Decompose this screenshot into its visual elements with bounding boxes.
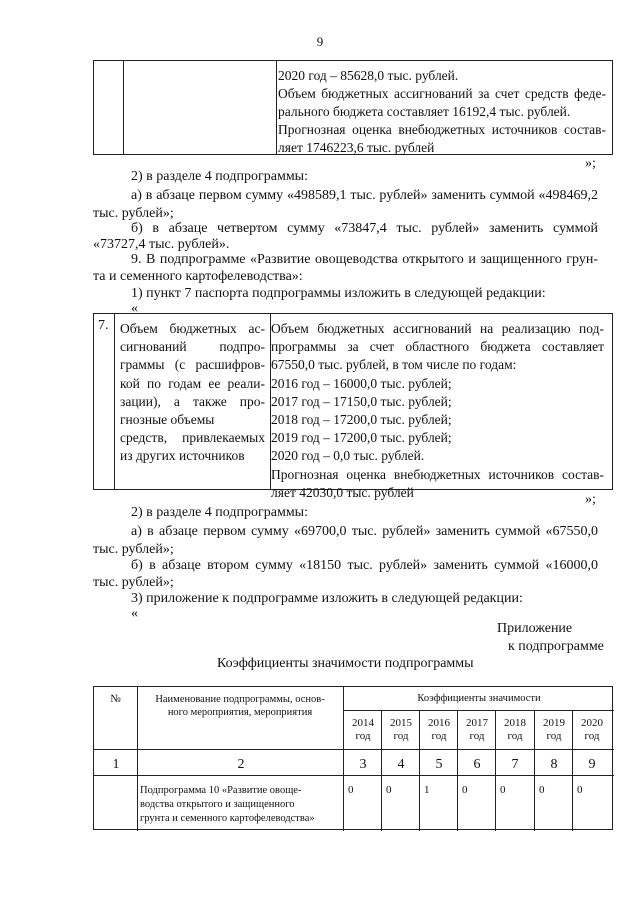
column-header-coefficients: Коэффициенты значимости xyxy=(417,693,541,704)
paragraph-line: 3) приложение к подпрограмме изложить в следующей редакции: xyxy=(131,591,523,606)
column-number: 3 xyxy=(359,757,367,772)
year-header xyxy=(382,717,420,743)
table-text-line: 2020 год – 85628,0 тыс. рублей. xyxy=(278,68,459,83)
table-cell-label xyxy=(115,314,271,489)
header-text-line: ного мероприятия, мероприятия xyxy=(167,707,313,718)
year-header xyxy=(573,717,611,743)
passport-table xyxy=(93,313,613,500)
paragraph-line: тыс. рублей»; xyxy=(93,206,174,221)
table-text-line: Объем бюджетных ассигнований за счет средств феде- xyxy=(278,86,606,101)
paragraph-heading: 2) в разделе 4 подпрограммы: xyxy=(131,505,308,520)
table-text-line: граммы (с расшифров- xyxy=(120,357,265,373)
table-text-line: кой по годам ее реали- xyxy=(120,375,265,391)
table-text-line: программы за счет областного бюджета составляет xyxy=(271,339,604,355)
column-number: 8 xyxy=(550,757,558,772)
table-text-line: Прогнозная оценка внебюджетных источников состав- xyxy=(271,466,604,482)
paragraph-line: а) в абзаце первом сумму «69700,0 тыс. рублей» заменить суммой «67550,0 xyxy=(131,524,598,539)
page-number: 9 xyxy=(316,34,324,49)
table-text-line: рального бюджета составляет 16192,4 тыс. рублей. xyxy=(278,104,571,119)
table-text-line: 2018 год – 17200,0 тыс. рублей; xyxy=(271,412,452,428)
year-value: 2018 xyxy=(504,717,526,729)
table-cell-empty xyxy=(94,61,124,154)
table-text-line: 2017 год – 17150,0 тыс. рублей; xyxy=(271,393,452,409)
budget-table-fragment xyxy=(93,60,613,155)
paragraph-line: 1) пункт 7 паспорта подпрограммы изложить в следующей редакции: xyxy=(131,286,546,301)
coefficient-value: 0 xyxy=(500,784,506,796)
column-number: 4 xyxy=(397,757,405,772)
table-text-line: зации), а также про- xyxy=(120,393,265,409)
row-name xyxy=(140,784,345,826)
year-value: 2017 xyxy=(466,717,488,729)
column-number: 5 xyxy=(435,757,443,772)
year-header xyxy=(496,717,534,743)
paragraph-line: «73727,4 тыс. рублей». xyxy=(93,237,230,252)
year-word: год xyxy=(507,730,523,742)
year-value: 2020 xyxy=(581,717,603,729)
open-quote: « xyxy=(131,301,138,316)
year-header xyxy=(458,717,496,743)
row-name-line: водства открытого и защищенного xyxy=(140,799,295,810)
year-word: год xyxy=(355,730,371,742)
table-cell-text xyxy=(278,67,606,157)
paragraph-line: та и семенного картофелеводства»: xyxy=(93,269,303,284)
year-header xyxy=(344,717,382,743)
year-word: год xyxy=(469,730,485,742)
table-text-line: ляет 1746223,6 тыс. рублей xyxy=(278,140,435,155)
table-text-line: гнозные объемы xyxy=(120,412,215,428)
table-title: Коэффициенты значимости подпрограммы xyxy=(217,656,474,671)
year-word: год xyxy=(431,730,447,742)
open-quote: « xyxy=(131,606,138,621)
table-text-line: ляет 42030,0 тыс. рублей xyxy=(271,484,414,500)
header-text-line: Наименование подпрограммы, основ- xyxy=(155,694,325,705)
column-number: 6 xyxy=(473,757,481,772)
coefficient-value: 0 xyxy=(348,784,354,796)
year-word: год xyxy=(546,730,562,742)
table-cell-number: 7. xyxy=(94,314,115,489)
paragraph-line: б) в абзаце втором сумму «18150 тыс. рублей» заменить суммой «16000,0 xyxy=(131,558,598,573)
table-text-line: сигнований подпро- xyxy=(120,339,265,355)
table-text-line: Прогнозная оценка внебюджетных источников состав- xyxy=(278,122,606,137)
table-text-line: средств, привлекаемых xyxy=(120,430,265,446)
column-number: 2 xyxy=(237,757,245,772)
coefficient-value: 0 xyxy=(386,784,392,796)
coefficient-value: 1 xyxy=(424,784,430,796)
row-name-line: Подпрограмма 10 «Развитие овоще- xyxy=(140,785,302,796)
column-header-name xyxy=(140,693,340,719)
row-name-line: грунта и семенного картофелеводства» xyxy=(140,813,315,824)
paragraph-line: тыс. рублей»; xyxy=(93,575,174,590)
paragraph-line: 9. В подпрограмме «Развитие овощеводства открытого и защищенного грун- xyxy=(131,252,598,267)
table-text-line: 2019 год – 17200,0 тыс. рублей; xyxy=(271,430,452,446)
year-value: 2015 xyxy=(390,717,412,729)
coefficient-value: 0 xyxy=(577,784,583,796)
close-quote: »; xyxy=(585,156,596,171)
year-value: 2019 xyxy=(543,717,565,729)
paragraph-heading: 2) в разделе 4 подпрограммы: xyxy=(131,169,308,184)
paragraph-line: тыс. рублей»; xyxy=(93,542,174,557)
table-text-line: из других источников xyxy=(120,448,245,464)
year-word: год xyxy=(393,730,409,742)
table-text-line: Объем бюджетных ассигнований на реализацию под- xyxy=(271,321,604,336)
coefficient-value: 0 xyxy=(462,784,468,796)
close-quote: »; xyxy=(585,492,596,507)
column-number: 1 xyxy=(112,757,120,772)
paragraph-line: б) в абзаце четвертом сумму «73847,4 тыс. рублей» заменить суммой xyxy=(131,221,598,236)
column-header-number: № xyxy=(110,693,121,705)
appendix-label: к подпрограмме xyxy=(508,639,604,654)
year-word: год xyxy=(584,730,600,742)
paragraph-line: а) в абзаце первом сумму «498589,1 тыс. рублей» заменить суммой «498469,2 xyxy=(131,188,598,203)
table-cell-text xyxy=(271,320,604,502)
column-number: 7 xyxy=(511,757,519,772)
appendix-label: Приложение xyxy=(497,621,573,636)
table-text-line: 67550,0 тыс. рублей, в том числе по годам: xyxy=(271,357,517,373)
coefficient-value: 0 xyxy=(539,784,545,796)
year-value: 2016 xyxy=(428,717,450,729)
table-text-line: Объем бюджетных ас- xyxy=(120,321,265,336)
table-text-line: 2020 год – 0,0 тыс. рублей. xyxy=(271,448,425,464)
year-header xyxy=(420,717,458,743)
column-number: 9 xyxy=(588,757,596,772)
year-header xyxy=(535,717,573,743)
table-text-line: 2016 год – 16000,0 тыс. рублей; xyxy=(271,375,452,391)
coefficient-table xyxy=(93,686,613,830)
table-cell-empty xyxy=(123,61,277,154)
year-value: 2014 xyxy=(352,717,374,729)
